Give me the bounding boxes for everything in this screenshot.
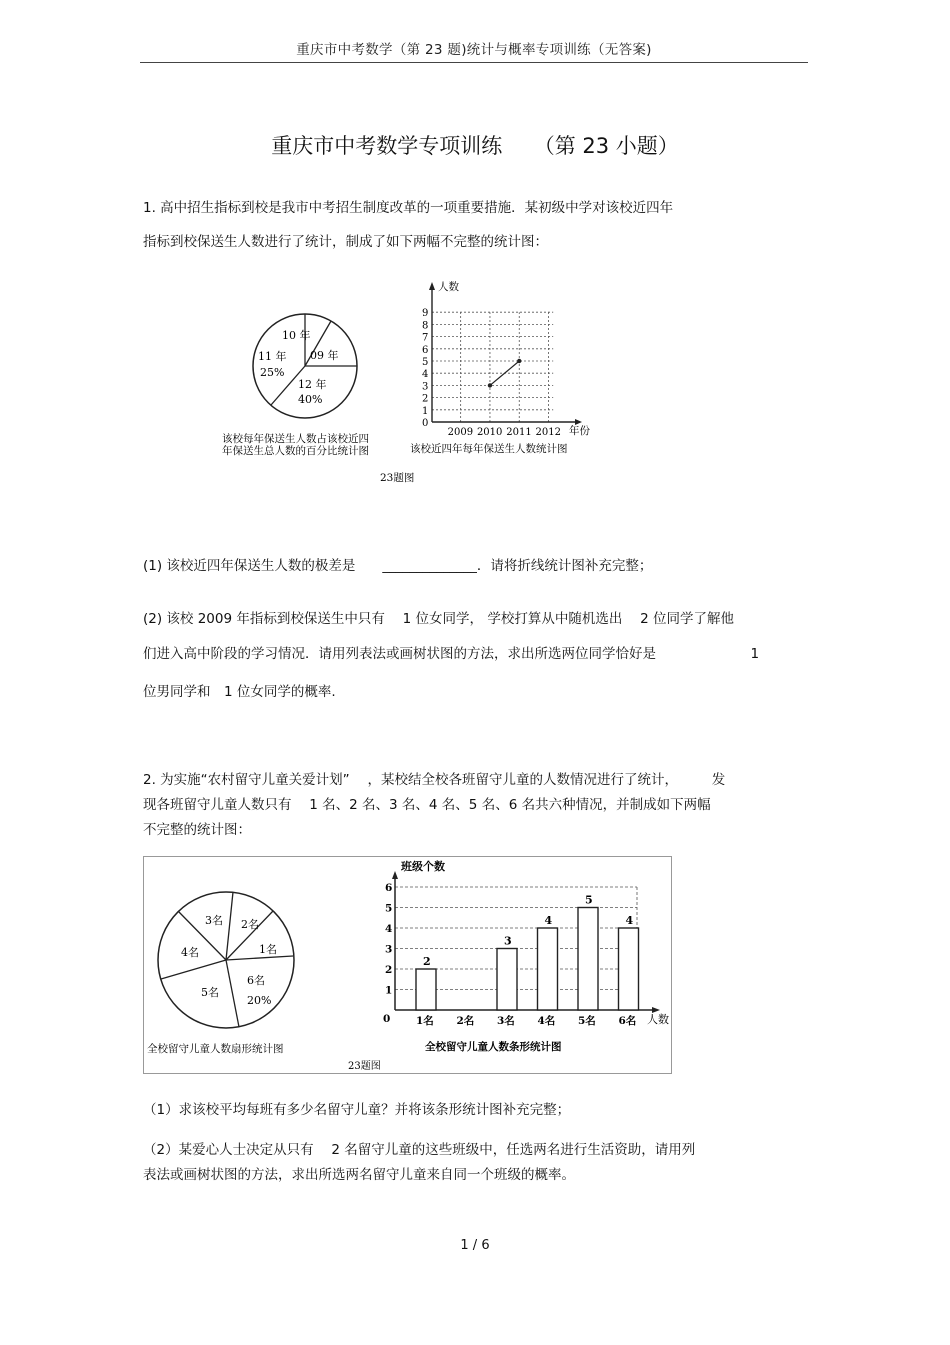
pie2-label-3: 3名	[205, 914, 223, 927]
pie2-label-6-pct: 20%	[247, 994, 272, 1007]
bar-y-axis-label: 班级个数	[401, 860, 445, 873]
line-caption: 该校近四年每年保送生人数统计图	[410, 443, 568, 455]
pie-label-10: 10 年	[282, 329, 311, 342]
pie2-label-5: 5名	[201, 986, 219, 999]
q1-sub-2-line-3: 位男同学和 1 位女同学的概率.	[143, 684, 336, 700]
figure-1	[210, 276, 620, 491]
bar	[619, 928, 639, 1010]
line-y-tick-label: 6	[422, 344, 429, 356]
q2-line-3: 不完整的统计图：	[143, 822, 251, 838]
line-y-axis-label: 人数	[438, 281, 459, 293]
pie2-label-1: 1名	[259, 943, 277, 956]
pie-chart-1	[222, 314, 369, 457]
pie-caption-line-1: 该校每年保送生人数占该校近四	[222, 433, 369, 445]
figure-2	[143, 856, 673, 1074]
pie-chart-2	[147, 892, 294, 1055]
pie2-label-2: 2名	[241, 918, 259, 931]
q2-line-1: 2. 为实施“农村留守儿童关爱计划” ，某校结全校各班留守儿童的人数情况进行了统计， 发	[143, 772, 726, 788]
pie2-caption: 全校留守儿童人数扇形统计图	[147, 1043, 284, 1055]
bar-data-label: 3	[504, 934, 512, 948]
q2-sub-2-line-1: （2）某爱心人士决定从只有 2 名留守儿童的这些班级中，任选两名进行生活资助，请用列	[143, 1142, 696, 1158]
line-y-tick-label: 8	[422, 320, 429, 332]
bar-y-axis-arrow	[392, 871, 398, 879]
q1-sub-2-line-2: 们进入高中阶段的学习情况．请用列表法或画树状图的方法，求出所选两位同学恰好是 1	[143, 646, 760, 662]
bar-y-tick-label: 2	[385, 964, 393, 976]
bar-x-tick-label: 4名	[537, 1015, 556, 1027]
figure-2-label: 23题图	[348, 1061, 381, 1072]
q1-line-2: 指标到校保送生人数进行了统计，制成了如下两幅不完整的统计图：	[143, 234, 548, 250]
pie-caption-line-2: 年保送生总人数的百分比统计图	[222, 445, 369, 457]
bar-chart-2	[383, 859, 669, 1053]
bar-x-tick-label: 5名	[578, 1015, 596, 1027]
pie2-label-6: 6名	[247, 974, 265, 987]
bar-y-tick-label: 5	[385, 902, 393, 915]
line-y-tick-label: 5	[422, 357, 429, 368]
bar-caption: 全校留守儿童人数条形统计图	[425, 1041, 562, 1053]
bar-x-tick-label: 1名	[416, 1015, 434, 1027]
line-x-tick-label: 2012	[535, 427, 562, 438]
line-y-tick-label: 4	[422, 369, 429, 381]
line-y-tick-label: 1	[422, 405, 429, 417]
page-header: 重庆市中考数学（第 23 题)统计与概率专项训练（无答案)	[140, 38, 808, 63]
bar-data-label: 4	[544, 914, 553, 927]
pie-label-11-pct: 25%	[260, 366, 285, 379]
line-x-axis-label: 年份	[569, 425, 590, 437]
line-x-tick-label: 2009	[447, 427, 474, 438]
bar-x-tick-label: 3名	[497, 1015, 515, 1027]
bar	[497, 949, 517, 1011]
line-y-tick-label: 2	[422, 393, 429, 405]
line-x-tick-label: 2010	[476, 427, 503, 438]
bar-x-tick-label: 2名	[456, 1015, 475, 1027]
pie-label-12: 12 年	[298, 378, 327, 391]
line-y-tick-label: 7	[422, 332, 429, 344]
bar-y-tick-label: 0	[383, 1013, 391, 1025]
bar-data-label: 4	[625, 914, 634, 927]
bar-x-axis-label: 人数	[647, 1013, 669, 1026]
pie-label-09: 09 年	[310, 349, 339, 362]
pie-label-12-pct: 40%	[298, 393, 323, 406]
bar-y-tick-label: 1	[385, 984, 393, 997]
q1-line-1: 1. 高中招生指标到校是我市中考招生制度改革的一项重要措施．某初级中学对该校近四年	[143, 200, 674, 216]
bar-y-tick-label: 4	[385, 923, 393, 935]
line-point	[517, 359, 521, 363]
bar-y-tick-label: 6	[385, 882, 393, 894]
line-x-tick-label: 2011	[506, 427, 532, 438]
pie-label-11: 11 年	[258, 350, 287, 363]
figure-1-label: 23题图	[380, 472, 415, 484]
page-title: 重庆市中考数学专项训练 （第 23 小题）	[271, 134, 679, 158]
bar-data-label: 2	[423, 955, 431, 968]
bar-data-label: 5	[585, 893, 593, 907]
line-series	[490, 361, 519, 385]
bar	[578, 908, 598, 1011]
line-point	[488, 383, 492, 387]
bar	[538, 928, 558, 1010]
pie2-label-4: 4名	[181, 946, 199, 959]
line-y-tick-label: 9	[422, 308, 429, 320]
line-y-tick-label: 3	[422, 381, 429, 393]
q1-sub-2-line-1: (2) 该校 2009 年指标到校保送生中只有 1 位女同学， 学校打算从中随机选出 2 位同学了解他	[143, 611, 734, 627]
q2-sub-2-line-2: 表法或画树状图的方法，求出所选两名留守儿童来自同一个班级的概率。	[143, 1167, 575, 1183]
line-y-axis-arrow	[429, 282, 435, 290]
q1-sub-1: (1) 该校近四年保送生人数的极差是 ______________．请将折线统计图补充完整；	[143, 558, 653, 574]
page-number: 1 / 6	[460, 1238, 490, 1253]
bar-y-tick-label: 3	[385, 943, 393, 956]
q2-sub-1: （1）求该校平均每班有多少名留守儿童？并将该条形统计图补充完整；	[143, 1102, 571, 1118]
bar	[416, 969, 436, 1010]
q2-line-2: 现各班留守儿童人数只有 1 名、2 名、3 名、4 名、5 名、6 名共六种情况，并制成如下两幅	[143, 797, 711, 813]
bar-x-tick-label: 6名	[618, 1015, 637, 1027]
line-y-tick-label: 0	[422, 418, 429, 429]
line-chart-1	[410, 280, 590, 455]
